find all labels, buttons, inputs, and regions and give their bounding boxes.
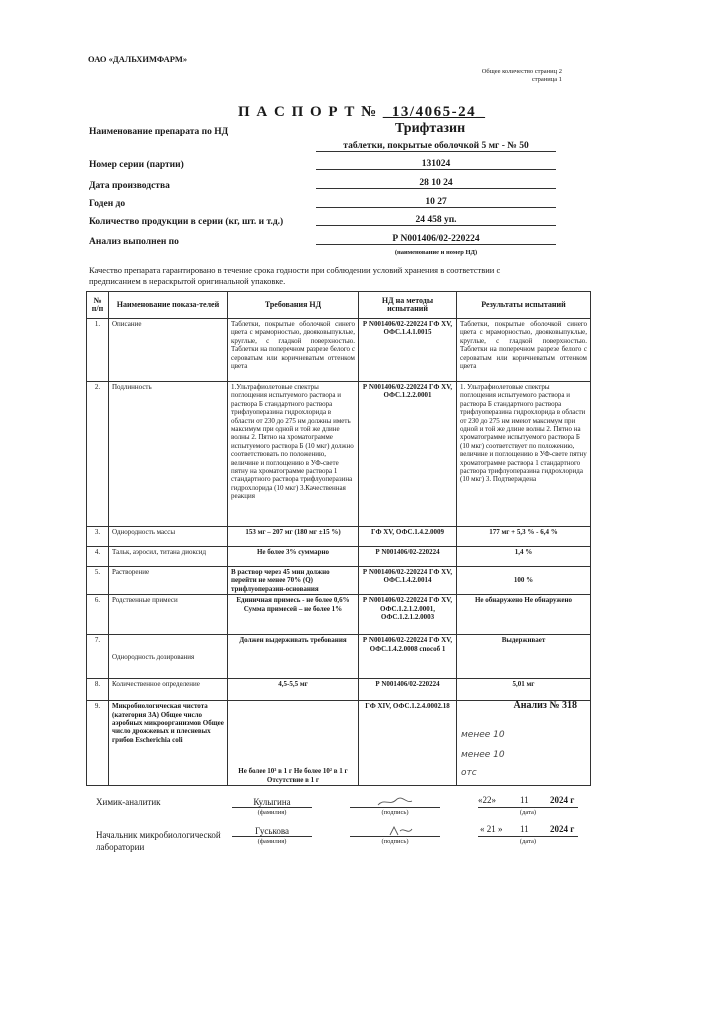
passport-title-prefix: П А С П О Р Т № — [238, 104, 378, 120]
series-value: 131024 — [316, 159, 556, 170]
chemist-date-year: 2024 г — [550, 795, 575, 805]
row-result: Выдерживает — [457, 635, 591, 679]
table-row — [87, 679, 591, 701]
row-result: Анализ № 318 — [513, 700, 577, 712]
row-method: Р N001406/02-220224 ГФ XV, ОФС.1.2.1.2.0001, ОФС.1.2.1.2.0003 — [359, 595, 457, 635]
row-indicator: Родственные примеси — [109, 595, 228, 635]
table-row — [87, 547, 591, 567]
test-results-table — [86, 291, 591, 786]
row-number: 4. — [87, 547, 109, 567]
header-results: Результаты испытаний — [457, 292, 591, 319]
header-requirements: Требования НД — [228, 292, 359, 319]
lab-head-signature — [350, 824, 440, 837]
handwritten-result: отс — [461, 768, 477, 779]
passport-number: _13/4065-24_ — [382, 104, 486, 120]
lab-date-day: « 21 » — [480, 824, 503, 834]
lab-head-name-caption: (фамилия) — [257, 838, 287, 845]
row-method: Р N001406/02-220224 — [359, 547, 457, 567]
handwritten-result: менее 10 — [461, 750, 505, 761]
expiry-label: Годен до — [89, 199, 126, 209]
row-indicator: Растворение — [109, 567, 228, 595]
table-header-row — [87, 292, 591, 319]
table-row — [87, 382, 591, 527]
analysis-label: Анализ выполнен по — [89, 237, 179, 247]
table-row — [87, 701, 591, 786]
drug-form: таблетки, покрытые оболочкой 5 мг - № 50 — [316, 141, 556, 152]
quality-statement: Качество препарата гарантировано в течение срока годности при соблюдении условий хранения в соответствии с предписанием в нераскрытой оригинальной упаковке. — [89, 265, 501, 286]
lab-head-label: Начальник микробиологической лаборатории — [96, 830, 221, 852]
row-requirement: 4,5-5,5 мг — [228, 679, 359, 701]
header-methods: НД на методы испытаний — [359, 292, 457, 319]
row-requirement: Не более 3% суммарно — [228, 547, 359, 567]
drug-name: Трифтазин — [395, 121, 466, 136]
row-number: 3. — [87, 527, 109, 547]
row-requirement: Таблетки, покрытые оболочкой синего цвета с мраморностью, двояковыпуклые, круглые, с гладкой поверхностью. Таблетки на поперечном разрезе белого с сероватым или коричневатым оттенком цвета — [228, 319, 359, 382]
quantity-value: 24 458 уп. — [316, 215, 556, 226]
row-result: 100 % — [457, 567, 591, 595]
chemist-date-day: «22» — [478, 795, 496, 805]
row-requirement: Не более 10³ в 1 г Не более 10² в 1 г Отсутствие в 1 г — [228, 701, 359, 786]
row-number: 5. — [87, 567, 109, 595]
row-requirement: 1.Ультрафиолетовые спектры поглощения испытуемого раствора и раствора Б стандартного раствора трифлуоперазина гидрохлорида в области от 230 до 275 нм должны иметь максимум при одной и той же длине волны 2. Пятно на хроматограмме испытуемого раствора Б (10 мкг) должно соответствовать по положению, величине и поглощению в УФ-свете пятну на хроматограмме раствора 1 стандартного раствора трифлуоперазина гидрохлорида (10 мкг) 3.Качественная реакция — [228, 382, 359, 527]
page-count — [470, 68, 562, 84]
row-result: 5,01 мг — [457, 679, 591, 701]
pages-total: Общее количество страниц 2 — [481, 68, 562, 75]
table-row — [87, 595, 591, 635]
chemist-name: Кулыгина — [232, 797, 312, 808]
quantity-label: Количество продукции в серии (кг, шт. и т.д.) — [89, 217, 284, 227]
prod-date-label: Дата производства — [89, 181, 170, 191]
lab-date-month: 11 — [520, 824, 529, 834]
series-label: Номер серии (партии) — [89, 160, 184, 170]
signature-scribble-icon — [350, 825, 440, 837]
row-method: Р N001406/02-220224 ГФ XV, ОФС.1.2.2.0001 — [359, 382, 457, 527]
row-requirement: В раствор через 45 мин должно перейти не менее 70% (Q) трифлуоперазин-основания — [228, 567, 359, 595]
table-row — [87, 567, 591, 595]
row-result: Таблетки, покрытые оболочкой синего цвета с мраморностью, двояковыпуклые, круглые, с гладкой поверхностью. Таблетки на поперечном разрезе белого с сероватым или коричневатым оттенком цвета — [457, 319, 591, 382]
row-result: 1. Ультрафиолетовые спектры поглощения испытуемого раствора и раствора Б стандартного раствора трифлуоперазина гидрохлорида в области от 230 до 275 нм имеют максимум при одной и той же длине волны 2. Пятно на хроматограмме испытуемого раствора Б (10 мкг) соответствует по положению, величине и поглощению в УФ-свете пятну хроматограмме раствора 1 стандартного раствора трифлуоперазина гидрохлорида (10 мкг) 3. Подтверждена — [457, 382, 591, 527]
row-result: Не обнаружено Не обнаружено — [457, 595, 591, 635]
handwritten-result: менее 10 — [461, 730, 505, 741]
row-method: ГФ XV, ОФС.1.4.2.0009 — [359, 527, 457, 547]
row-number: 2. — [87, 382, 109, 527]
row-indicator: Однородность дозирования — [109, 635, 228, 679]
expiry-value: 10 27 — [316, 197, 556, 208]
company-name: ОАО «ДАЛЬХИМФАРМ» — [88, 54, 188, 64]
page-current: страница 1 — [531, 76, 562, 83]
row-number: 8. — [87, 679, 109, 701]
passport-title — [238, 104, 485, 121]
table-row — [87, 635, 591, 679]
row-number: 7. — [87, 635, 109, 679]
row-method: Р N001406/02-220224 ГФ XV, ОФС.1.4.2.0014 — [359, 567, 457, 595]
row-indicator: Тальк, аэросил, титана диоксид — [109, 547, 228, 567]
row-number: 9. — [87, 701, 109, 786]
chemist-label: Химик-аналитик — [96, 797, 161, 807]
row-method: Р N001406/02-220224 — [359, 679, 457, 701]
chemist-date-caption: (дата) — [519, 809, 537, 816]
row-result-cell — [457, 701, 591, 786]
row-indicator: Подлинность — [109, 382, 228, 527]
header-number: № п/п — [87, 292, 109, 319]
lab-date-caption: (дата) — [519, 838, 537, 845]
lab-date-line — [478, 836, 578, 837]
chemist-signature — [350, 795, 440, 808]
prod-date-value: 28 10 24 — [316, 178, 556, 189]
row-result: 177 мг + 5,3 % - 6,4 % — [457, 527, 591, 547]
row-indicator: Микробиологическая чистота (категория 3А) Общее число аэробных микроорганизмов Общее число дрожжевых и плесневых грибов Escherichia coli — [109, 701, 228, 786]
chemist-date-line — [478, 807, 578, 808]
row-requirement: Должен выдерживать требования — [228, 635, 359, 679]
row-number: 6. — [87, 595, 109, 635]
chemist-date-month: 11 — [520, 795, 529, 805]
row-method: ГФ XIV, ОФС.1.2.4.0002.18 — [359, 701, 457, 786]
table-row — [87, 527, 591, 547]
signature-scribble-icon — [350, 796, 440, 808]
table-row — [87, 319, 591, 382]
header-indicator: Наименование показа-телей — [109, 292, 228, 319]
row-number: 1. — [87, 319, 109, 382]
row-requirement: 153 мг – 207 мг (180 мг ±15 %) — [228, 527, 359, 547]
chemist-sign-caption: (подпись) — [381, 809, 409, 816]
lab-head-sign-caption: (подпись) — [381, 838, 409, 845]
analysis-value: Р N001406/02-220224 — [316, 234, 556, 245]
row-requirement: Единичная примесь - не более 0,6% Сумма примесей – не более 1% — [228, 595, 359, 635]
lab-head-name: Гуськова — [232, 826, 312, 837]
analysis-caption: (наименование и номер НД) — [394, 249, 478, 256]
row-method: Р N001406/02-220224 ГФ XV, ОФС.1.4.1.0015 — [359, 319, 457, 382]
drug-label: Наименование препарата по НД — [89, 127, 229, 137]
chemist-name-caption: (фамилия) — [257, 809, 287, 816]
row-indicator: Описание — [109, 319, 228, 382]
lab-date-year: 2024 г — [550, 824, 575, 834]
row-indicator: Количественное определение — [109, 679, 228, 701]
row-method: Р N001406/02-220224 ГФ XV, ОФС.1.4.2.0008 способ 1 — [359, 635, 457, 679]
row-result: 1,4 % — [457, 547, 591, 567]
row-indicator: Однородность массы — [109, 527, 228, 547]
